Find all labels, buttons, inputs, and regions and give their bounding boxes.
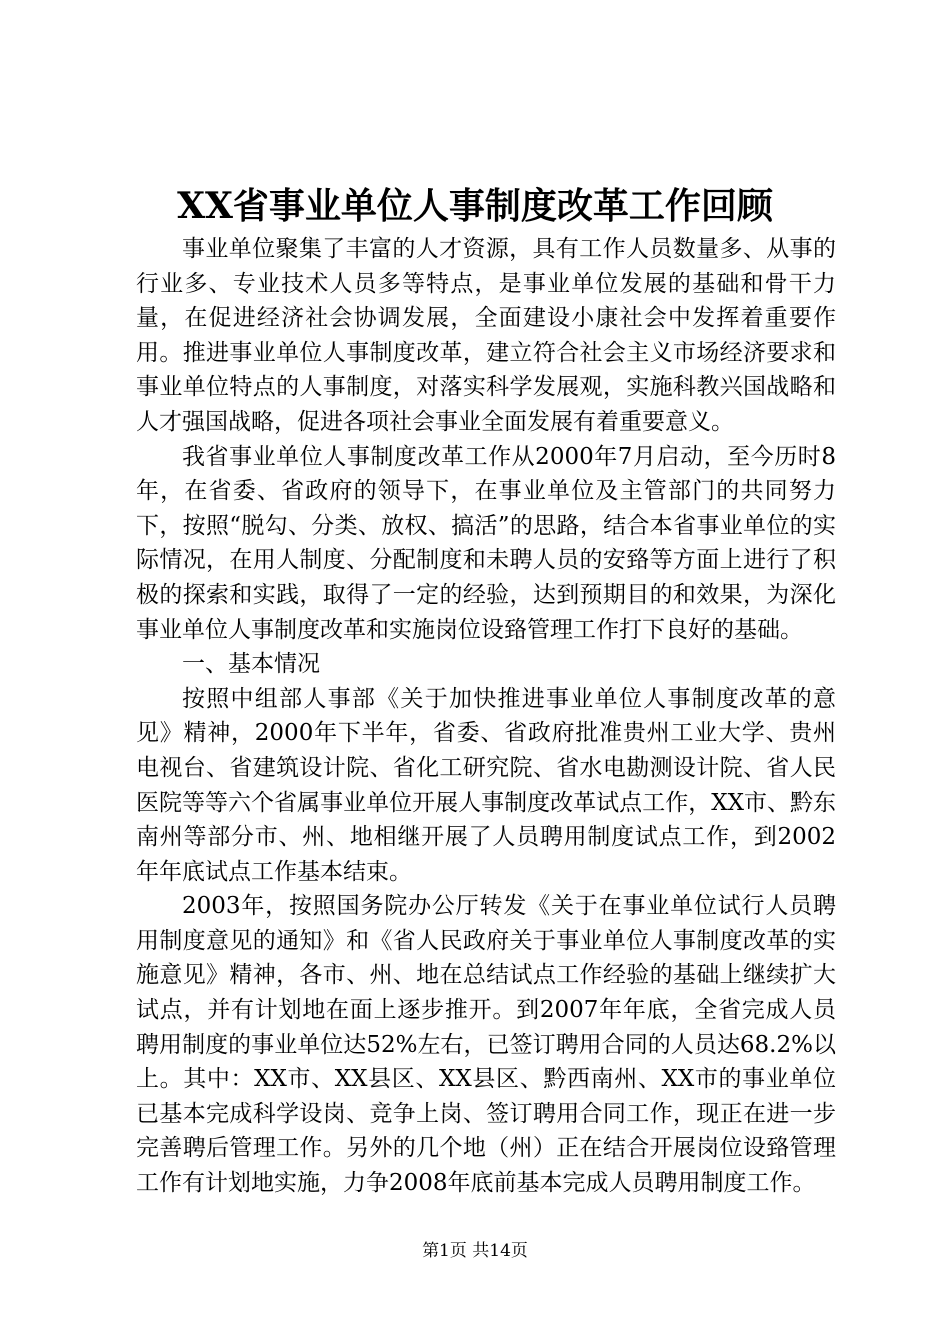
- document-title: XX省事业单位人事制度改革工作回顾: [177, 185, 773, 227]
- paragraph-intro: 事业单位聚集了丰富的人才资源，具有工作人员数量多、从事的行业多、专业技术人员多等特点，是事业单位发展的基础和骨干力量，在促进经济社会协调发展，全面建设小康社会中发挥着重要作用。推进事业单位人事制度改革，建立符合社会主义市场经济要求和事业单位特点的人事制度，对落实科学发展观，实施科教兴国战略和人才强国战略，促进各项社会事业全面发展有着重要意义。: [136, 236, 836, 435]
- section-heading-basic-situation: 一、基本情况: [182, 651, 320, 678]
- page-footer: 第1页 共14页: [422, 1241, 528, 1261]
- paragraph-pilot: 按照中组部人事部《关于加快推进事业单位人事制度改革的意见》精神，2000年下半年，省委、省政府批准贵州工业大学、贵州电视台、省建筑设计院、省化工研究院、省水电勘测设计院、省人民医院等等六个省属事业单位开展人事制度改革试点工作，XX市、黔东南州等部分市、州、地相继开展了人员聘用制度试点工作，到2002年年底试点工作基本结束。: [136, 685, 836, 885]
- document-body: [136, 232, 836, 1201]
- paragraph-overview: 我省事业单位人事制度改革工作从2000年7月启动，至今历时8年，在省委、省政府的领导下，在事业单位及主管部门的共同努力下，按照“脱勾、分类、放权、搞活”的思路，结合本省事业单位的实际情况，在用人制度、分配制度和未聘人员的安臵等方面上进行了积极的探索和实践，取得了一定的经验，达到预期目的和效果，为深化事业单位人事制度改革和实施岗位设臵管理工作打下良好的基础。: [136, 443, 836, 643]
- paragraph-expansion: 2003年，按照国务院办公厅转发《关于在事业单位试行人员聘用制度意见的通知》和《省人民政府关于事业单位人事制度改革的实施意见》精神，各市、州、地在总结试点工作经验的基础上继续扩大试点，并有计划地在面上逐步推开。到2007年年底，全省完成人员聘用制度的事业单位达52%左右，已签订聘用合同的人员达68.2%以上。其中：XX市、XX县区、XX县区、黔西南州、XX市的事业单位已基本完成科学设岗、竞争上岗、签订聘用合同工作，现正在进一步完善聘后管理工作。另外的几个地（州）正在结合开展岗位设臵管理工作有计划地实施，力争2008年底前基本完成人员聘用制度工作。: [136, 893, 836, 1197]
